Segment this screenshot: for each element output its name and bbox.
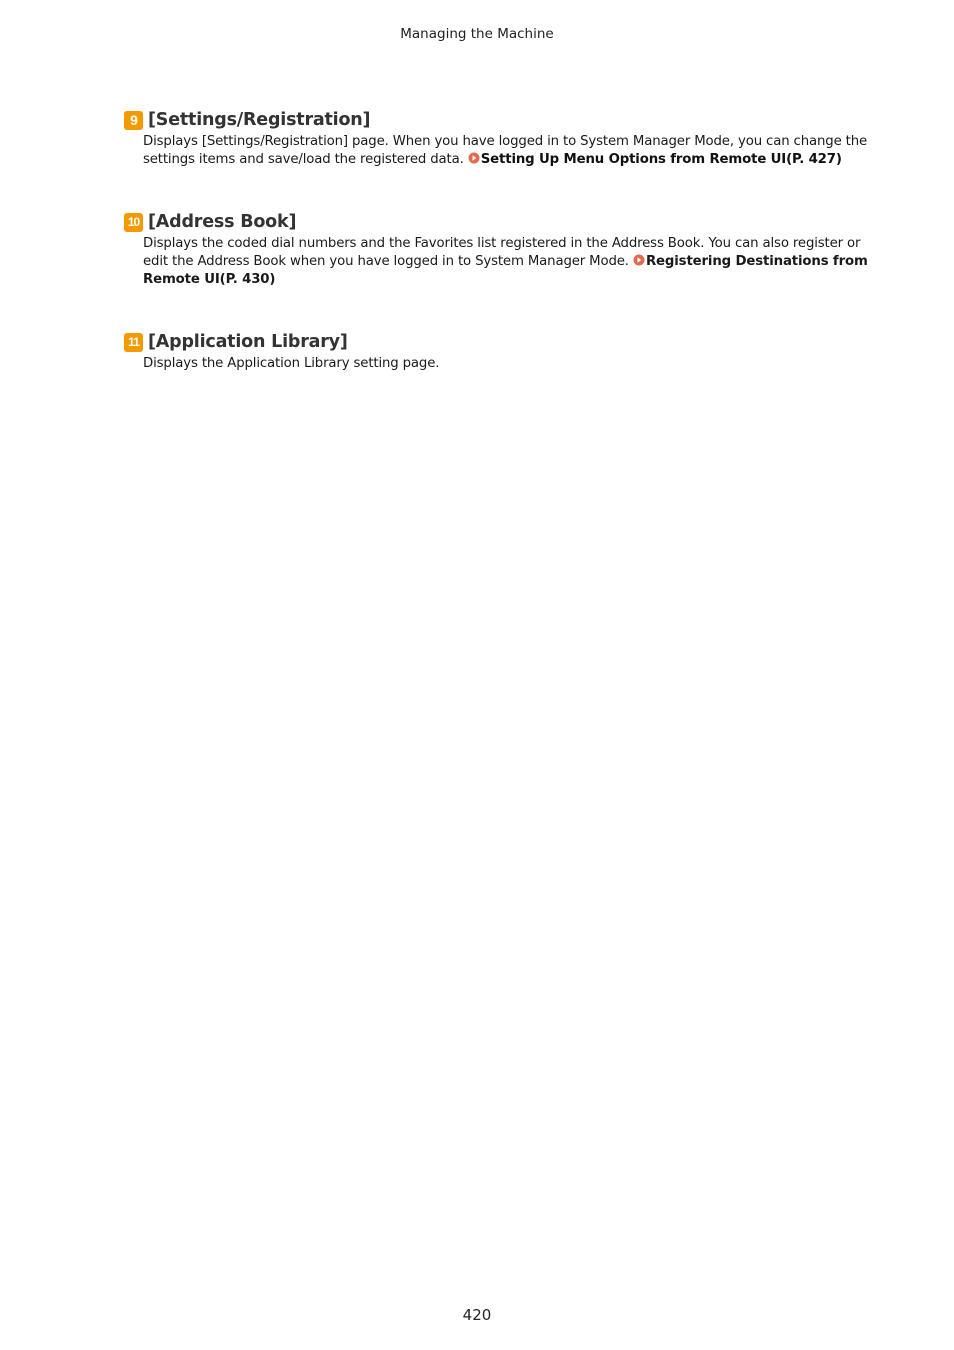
section-title: [Address Book] — [148, 212, 297, 232]
section-description — [143, 133, 874, 169]
running-header: Managing the Machine — [400, 26, 554, 42]
section-heading — [124, 109, 874, 131]
number-badge: 11 — [124, 333, 143, 352]
section-description — [143, 235, 874, 289]
number-badge: 10 — [124, 213, 143, 232]
link-text[interactable]: Setting Up Menu Options from Remote UI(P. 427) — [480, 152, 842, 167]
cross-reference-link[interactable] — [633, 254, 646, 269]
page-number: 420 — [462, 1306, 492, 1324]
section-heading — [124, 331, 874, 353]
description-text: Displays the coded dial numbers and the Favorites list registered in the Address Book. You can also register or edit the Address Book when you have logged in to System Manager Mode. — [143, 236, 861, 269]
description-text: Displays the Application Library setting page. — [143, 356, 440, 371]
description-text: Displays [Settings/Registration] page. When you have logged in to System Manager Mode, you can change the settings items and save/load the registered data. — [143, 134, 868, 167]
section-title: [Application Library] — [148, 332, 348, 352]
section-settings-registration — [124, 109, 874, 169]
number-badge: 9 — [124, 111, 143, 130]
section-address-book — [124, 211, 874, 289]
section-description — [143, 355, 874, 373]
section-application-library — [124, 331, 874, 373]
link-text[interactable]: Registering Destinations from Remote UI(P. 430) — [143, 254, 868, 287]
link-arrow-icon — [633, 254, 645, 266]
link-arrow-icon — [468, 152, 480, 164]
section-heading — [124, 211, 874, 233]
cross-reference-link[interactable] — [468, 152, 842, 167]
section-title: [Settings/Registration] — [148, 110, 371, 130]
